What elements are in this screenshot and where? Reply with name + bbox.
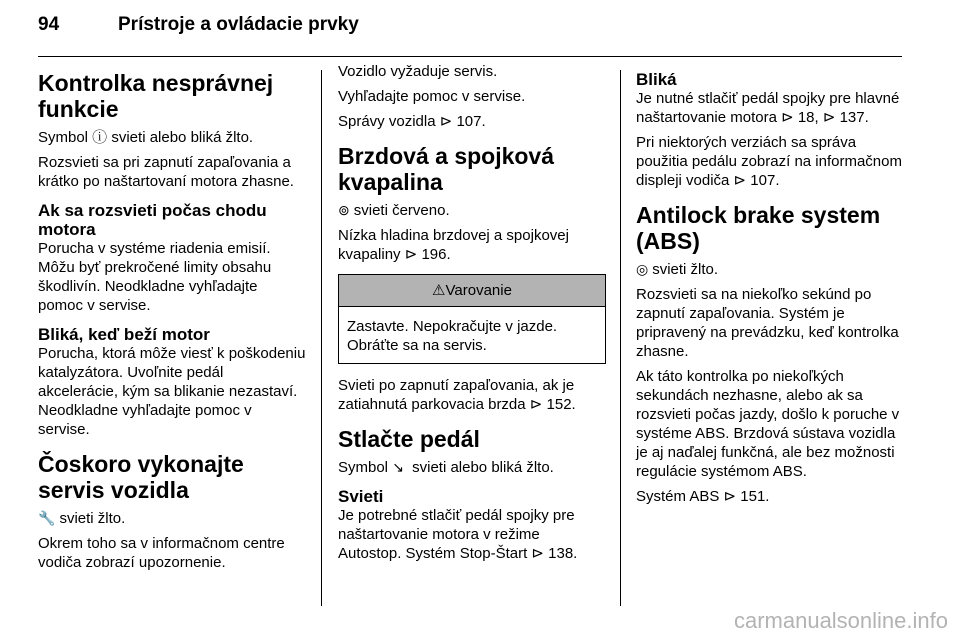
paragraph: Svieti po zapnutí zapaľovania, ak je zatiahnutá parkovacia brzda ⊳ 152. xyxy=(338,377,576,413)
watermark: carmanualsonline.info xyxy=(733,608,948,633)
paragraph: Je nutné stlačiť pedál spojky pre hlavné naštartovanie motora ⊳ 18, ⊳ 137. xyxy=(636,90,900,126)
paragraph xyxy=(38,509,306,528)
paragraph-text: svieti žlto. xyxy=(59,510,126,527)
clutch-pedal-icon: ↘ xyxy=(392,459,404,475)
paragraph: Symbol ⓘ svieti alebo bliká žlto. xyxy=(38,129,254,146)
warning-body: Zastavte. Nepokračujte v jazde. Obráťte sa na servis. xyxy=(347,318,558,354)
paragraph: Nízka hladina brzdovej a spojkovej kvapaliny ⊳ 196. xyxy=(338,227,569,263)
paragraph-text: svieti žlto. xyxy=(652,261,719,278)
paragraph xyxy=(338,201,606,220)
header-rule xyxy=(38,56,902,57)
subheading-blika: Bliká, keď beží motor xyxy=(38,325,210,344)
paragraph-text: Symbol xyxy=(338,459,389,476)
warning-box xyxy=(338,274,606,364)
heading-kontrolka: Kontrolka nesprávnej funkcie xyxy=(38,70,274,122)
brake-fluid-icon: ⊚ xyxy=(338,202,350,218)
subheading-svieti: Svieti xyxy=(338,487,384,506)
warning-triangle-icon: ⚠ xyxy=(432,282,446,299)
page-number: 94 xyxy=(38,14,60,35)
paragraph-text: svieti červeno. xyxy=(353,202,450,219)
paragraph: Okrem toho sa v informačnom centre vodiča zobrazí upozornenie. xyxy=(38,535,285,571)
paragraph: Porucha v systéme riadenia emisií. Môžu byť prekročené limity obsahu škodlivín. Neodkladne vyhľadajte pomoc v servise. xyxy=(38,240,272,314)
subheading-rozsvieti: Ak sa rozsvieti počas chodu motora xyxy=(38,201,267,239)
paragraph: Ak táto kontrolka po niekoľkých sekundách nezhasne, alebo ak sa rozsvieti počas jazdy, došlo k poruche v systéme ABS. Brzdová sústava vozidla je aj naďalej funkčná, ale bez možnosti regulácie systémom ABS. xyxy=(636,368,900,480)
paragraph xyxy=(636,260,906,279)
warning-title: Varovanie xyxy=(445,282,512,299)
paragraph: Systém ABS ⊳ 151. xyxy=(636,488,770,505)
page-title: Prístroje a ovládacie prvky xyxy=(118,14,359,35)
column-2 xyxy=(338,62,606,569)
paragraph: Je potrebné stlačiť pedál spojky pre naštartovanie motora v režime Autostop. Systém Stop-Štart ⊳ 138. xyxy=(338,507,578,562)
paragraph: Vozidlo vyžaduje servis. xyxy=(338,63,498,80)
column-3 xyxy=(636,62,906,512)
heading-abs: Antilock brake system (ABS) xyxy=(636,202,881,254)
heading-brzda: Brzdová a spojková kvapalina xyxy=(338,143,555,195)
heading-servis: Čoskoro vykonajte servis vozidla xyxy=(38,451,244,503)
paragraph: Správy vozidla ⊳ 107. xyxy=(338,113,486,130)
paragraph: Pri niektorých verziách sa správa použitia pedálu zobrazí na informačnom displeji vodiča ⊳ 107. xyxy=(636,134,902,189)
paragraph-text: svieti alebo bliká žlto. xyxy=(412,459,554,476)
warning-header xyxy=(339,275,605,307)
paragraph: Vyhľadajte pomoc v servise. xyxy=(338,88,526,105)
column-divider xyxy=(620,70,621,606)
paragraph: Rozsvieti sa na niekoľko sekúnd po zapnutí zapaľovania. Systém je pripravený na prevádzku, keď kontrolka zhasne. xyxy=(636,286,899,360)
subheading-blika: Bliká xyxy=(636,70,677,89)
column-divider xyxy=(321,70,322,606)
paragraph xyxy=(338,458,606,477)
heading-stlacte: Stlačte pedál xyxy=(338,426,480,452)
paragraph: Porucha, ktorá môže viesť k poškodeniu katalyzátora. Uvoľnite pedál akcelerácie, kým sa blikanie nezastaví. Neodkladne vyhľadajte pomoc v servise. xyxy=(38,345,306,438)
service-wrench-icon: 🔧 xyxy=(38,510,56,526)
column-1 xyxy=(38,62,306,578)
abs-icon: ◎ xyxy=(636,261,649,277)
paragraph: Rozsvieti sa pri zapnutí zapaľovania a krátko po naštartovaní motora zhasne. xyxy=(38,154,294,190)
